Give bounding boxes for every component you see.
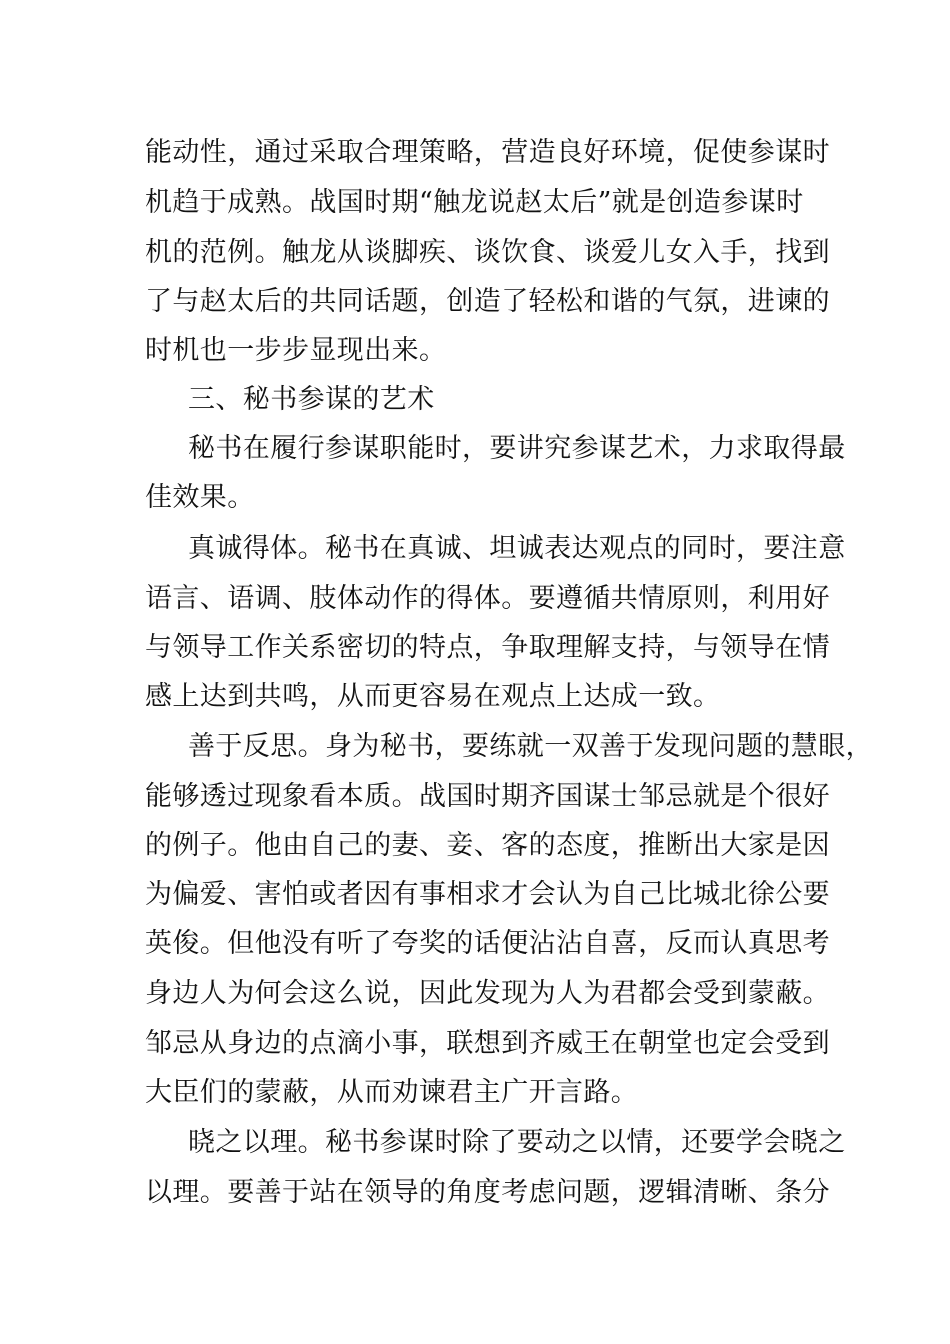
text-line: 邹忌从身边的点滴小事，联想到齐威王在朝堂也定会受到 (145, 1028, 830, 1059)
text-line: 佳效果。 (145, 482, 255, 513)
text-line: 晓之以理。秘书参谋时除了要动之以情，还要学会晓之 (188, 1127, 846, 1158)
text-line: 机趋于成熟。战国时期“触龙说赵太后”就是创造参谋时 (145, 187, 804, 218)
text-line: 的例子。他由自己的妻、妾、客的态度，推断出大家是因 (145, 830, 830, 861)
text-line: 机的范例。触龙从谈脚疾、谈饮食、谈爱儿女入手，找到 (145, 237, 830, 268)
text-line: 感上达到共鸣，从而更容易在观点上达成一致。 (145, 681, 721, 712)
text-line: 大臣们的蒙蔽，从而劝谏君主广开言路。 (145, 1077, 639, 1108)
text-line: 以理。要善于站在领导的角度考虑问题，逻辑清晰、条分 (145, 1177, 830, 1208)
text-line: 语言、语调、肢体动作的得体。要遵循共情原则，利用好 (145, 583, 830, 614)
text-line: 秘书在履行参谋职能时，要讲究参谋艺术，力求取得最 (188, 433, 846, 464)
text-line: 时机也一步步显现出来。 (145, 335, 447, 366)
text-line: 英俊。但他没有听了夸奖的话便沾沾自喜，反而认真思考 (145, 928, 830, 959)
text-line: 真诚得体。秘书在真诚、坦诚表达观点的同时，要注意 (188, 533, 846, 564)
text-line: 能够透过现象看本质。战国时期齐国谋士邹忌就是个很好 (145, 781, 830, 812)
section-heading: 三、秘书参谋的艺术 (188, 384, 435, 415)
text-line: 与领导工作关系密切的特点，争取理解支持，与领导在情 (145, 632, 830, 663)
text-line: 了与赵太后的共同话题，创造了轻松和谐的气氛，进谏的 (145, 286, 830, 317)
text-line: 为偏爱、害怕或者因有事相求才会认为自己比城北徐公要 (145, 879, 830, 910)
text-line: 身边人为何会这么说，因此发现为人为君都会受到蒙蔽。 (145, 978, 830, 1009)
text-line: 能动性，通过采取合理策略，营造良好环境，促使参谋时 (145, 137, 830, 168)
text-line: 善于反思。身为秘书，要练就一双善于发现问题的慧眼， (188, 731, 873, 762)
